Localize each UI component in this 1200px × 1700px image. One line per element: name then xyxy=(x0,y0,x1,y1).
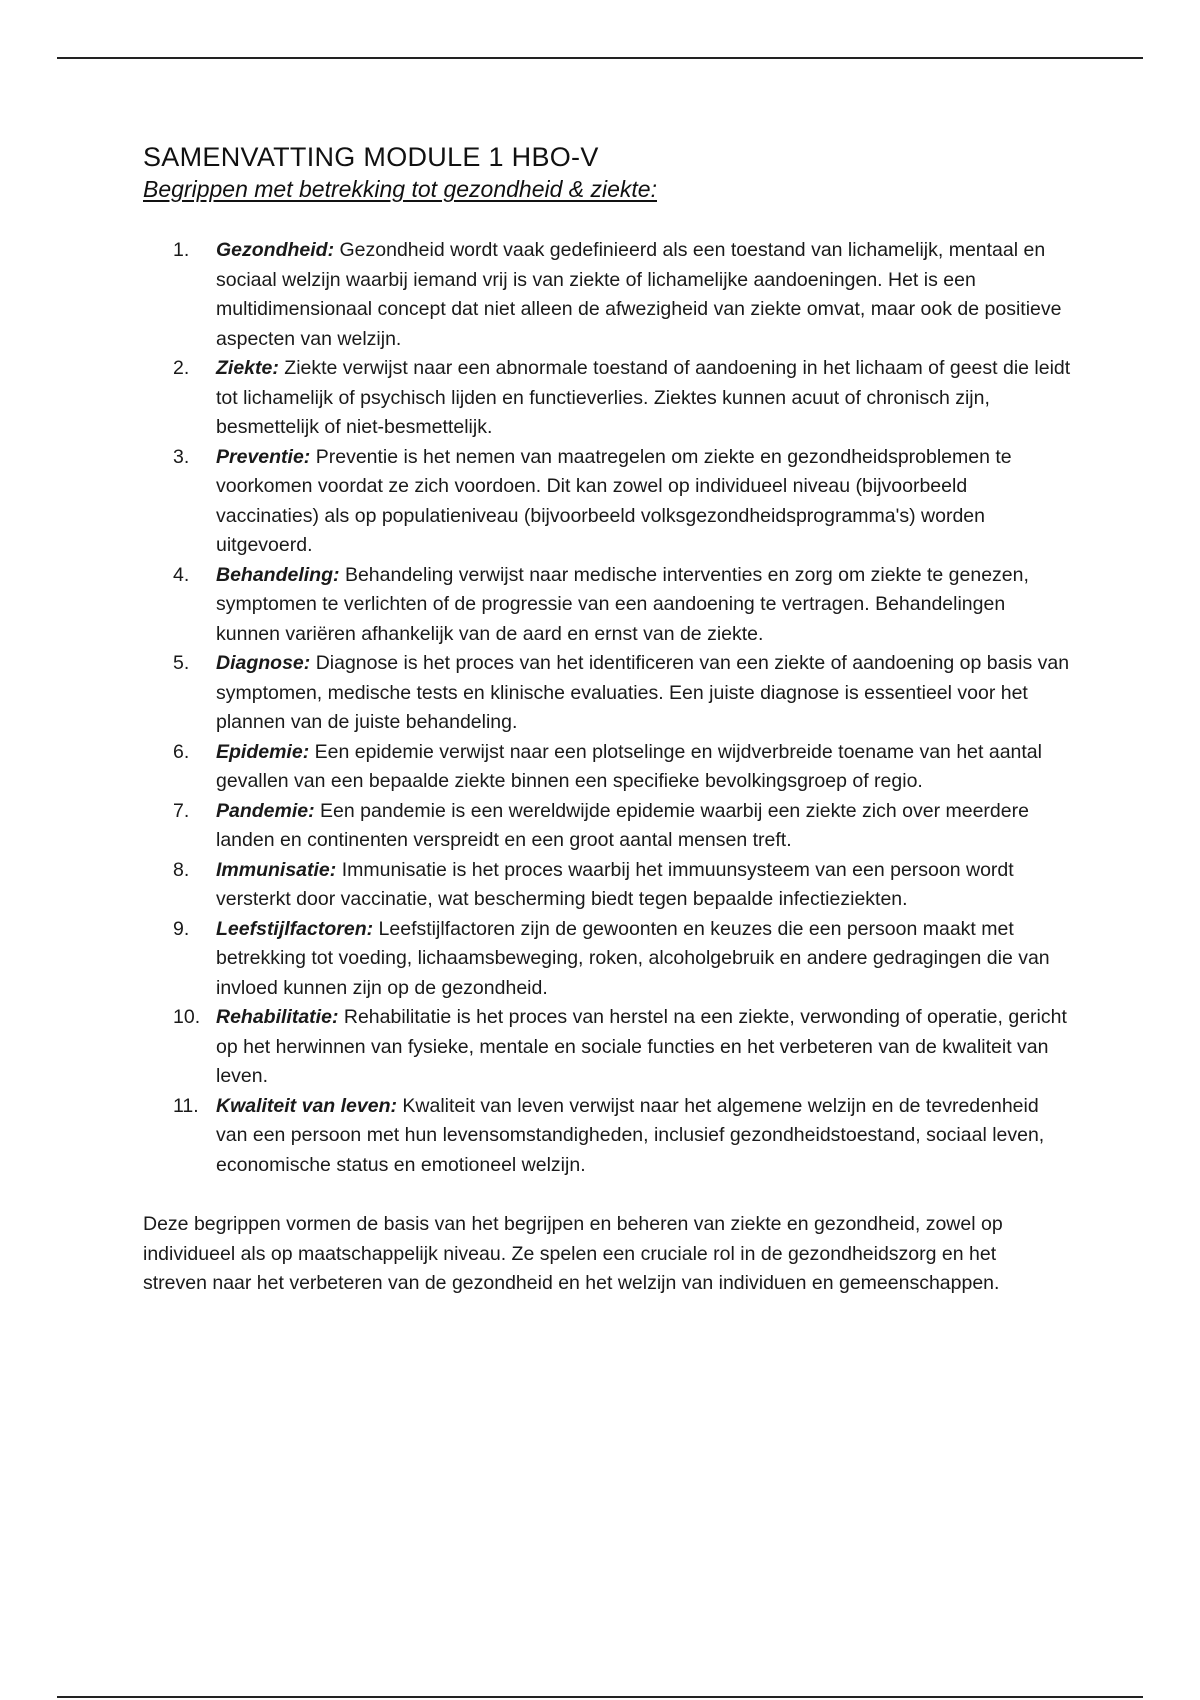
footer-rule xyxy=(57,1696,1143,1698)
list-item xyxy=(143,649,1073,738)
item-number: 9. xyxy=(173,917,190,940)
item-number: 10. xyxy=(173,1006,201,1028)
item-term: Rehabilitatie: xyxy=(216,1006,339,1028)
document-body xyxy=(143,140,1073,1318)
item-text: Rehabilitatie is het proces van herstel na een ziekte, verwonding of operatie, gericht op het herwinnen van fysieke, mentale en sociale functies en het verbeteren van de kwaliteit van leven. xyxy=(216,1006,1067,1087)
list-item xyxy=(143,443,1073,561)
item-number: 8. xyxy=(173,858,190,881)
list-item xyxy=(143,354,1073,443)
list-item xyxy=(143,1003,1073,1092)
closing-paragraph: Deze begrippen vormen de basis van het begrijpen en beheren van ziekte en gezondheid, zowel op individueel als op maatschappelijk niveau. Ze spelen een cruciale rol in de gezondheidszorg en het streven naar het verbeteren van de gezondheid en het welzijn van individuen en gemeenschappen. xyxy=(143,1213,1003,1294)
item-number: 7. xyxy=(173,799,190,822)
item-term: Ziekte: xyxy=(216,357,279,379)
list-item xyxy=(143,915,1073,1004)
item-text: Een epidemie verwijst naar een plotselinge en wijdverbreide toename van het aantal gevallen van een bepaalde ziekte binnen een specifieke bevolkingsgroep of regio. xyxy=(216,740,1042,792)
item-term: Kwaliteit van leven: xyxy=(216,1094,397,1117)
document-subtitle: Begrippen met betrekking tot gezondheid & ziekte: xyxy=(143,176,657,202)
item-text: Preventie is het nemen van maatregelen om ziekte en gezondheidsproblemen te voorkomen voordat ze zich voordoen. Dit kan zowel op individueel niveau (bijvoorbeeld vaccinaties) als op populatieniveau (bijvoorbeeld volksgezondheidsprogramma's) worden uitgevoerd. xyxy=(216,445,1012,556)
item-number: 2. xyxy=(173,357,190,379)
item-term: Preventie: xyxy=(216,445,311,468)
list-item xyxy=(143,797,1073,856)
item-term: Diagnose: xyxy=(216,652,311,674)
item-text: Leefstijlfactoren zijn de gewoonten en keuzes die een persoon maakt met betrekking tot voeding, lichaamsbeweging, roken, alcoholgebruik en andere gedragingen die van invloed kunnen zijn op de gezondheid. xyxy=(216,917,1050,999)
item-text: Ziekte verwijst naar een abnormale toestand of aandoening in het lichaam of geest die leidt tot lichamelijk of psychisch lijden en functieverlies. Ziektes kunnen acuut of chronisch zijn, besmettelijk of niet-besmettelijk. xyxy=(216,357,1071,438)
document-title: SAMENVATTING MODULE 1 HBO-V xyxy=(143,142,599,172)
item-term: Pandemie: xyxy=(216,799,315,822)
item-number: 5. xyxy=(173,652,190,674)
header-rule xyxy=(57,57,1143,59)
item-text: Behandeling verwijst naar medische interventies en zorg om ziekte te genezen, symptomen te verlichten of de progressie van een aandoening te vertragen. Behandelingen kunnen variëren afhankelijk van de aard en ernst van de ziekte. xyxy=(216,563,1029,645)
item-text: Diagnose is het proces van het identificeren van een ziekte of aandoening op basis van symptomen, medische tests en klinische evaluaties. Een juiste diagnose is essentieel voor het plannen van de juiste behandeling. xyxy=(216,652,1070,733)
item-term: Leefstijlfactoren: xyxy=(216,917,374,940)
item-term: Behandeling: xyxy=(216,563,340,586)
terms-list xyxy=(143,236,1073,1180)
list-item xyxy=(143,1092,1073,1181)
item-term: Epidemie: xyxy=(216,740,310,763)
item-text: Kwaliteit van leven verwijst naar het algemene welzijn en de tevredenheid van een persoon met hun levensomstandigheden, inclusief gezondheidstoestand, sociaal leven, economische status en emotioneel welzijn. xyxy=(216,1094,1045,1176)
list-item xyxy=(143,856,1073,915)
item-number: 11. xyxy=(173,1094,199,1117)
list-item xyxy=(143,738,1073,797)
item-term: Immunisatie: xyxy=(216,858,337,881)
item-number: 3. xyxy=(173,445,190,468)
item-text: Immunisatie is het proces waarbij het immuunsysteem van een persoon wordt versterkt door vaccinatie, wat bescherming biedt tegen bepaalde infectieziekten. xyxy=(216,858,1014,910)
item-number: 4. xyxy=(173,563,190,586)
item-term: Gezondheid: xyxy=(216,239,335,261)
list-item xyxy=(143,236,1073,354)
item-text: Een pandemie is een wereldwijde epidemie waarbij een ziekte zich over meerdere landen en continenten verspreidt en een groot aantal mensen treft. xyxy=(216,799,1029,851)
list-item xyxy=(143,561,1073,650)
item-text: Gezondheid wordt vaak gedefinieerd als een toestand van lichamelijk, mentaal en sociaal welzijn waarbij iemand vrij is van ziekte of lichamelijke aandoeningen. Het is een multidimensionaal concept dat niet alleen de afwezigheid van ziekte omvat, maar ook de positieve aspecten van welzijn. xyxy=(216,239,1062,350)
item-number: 6. xyxy=(173,740,190,763)
item-number: 1. xyxy=(173,239,190,261)
